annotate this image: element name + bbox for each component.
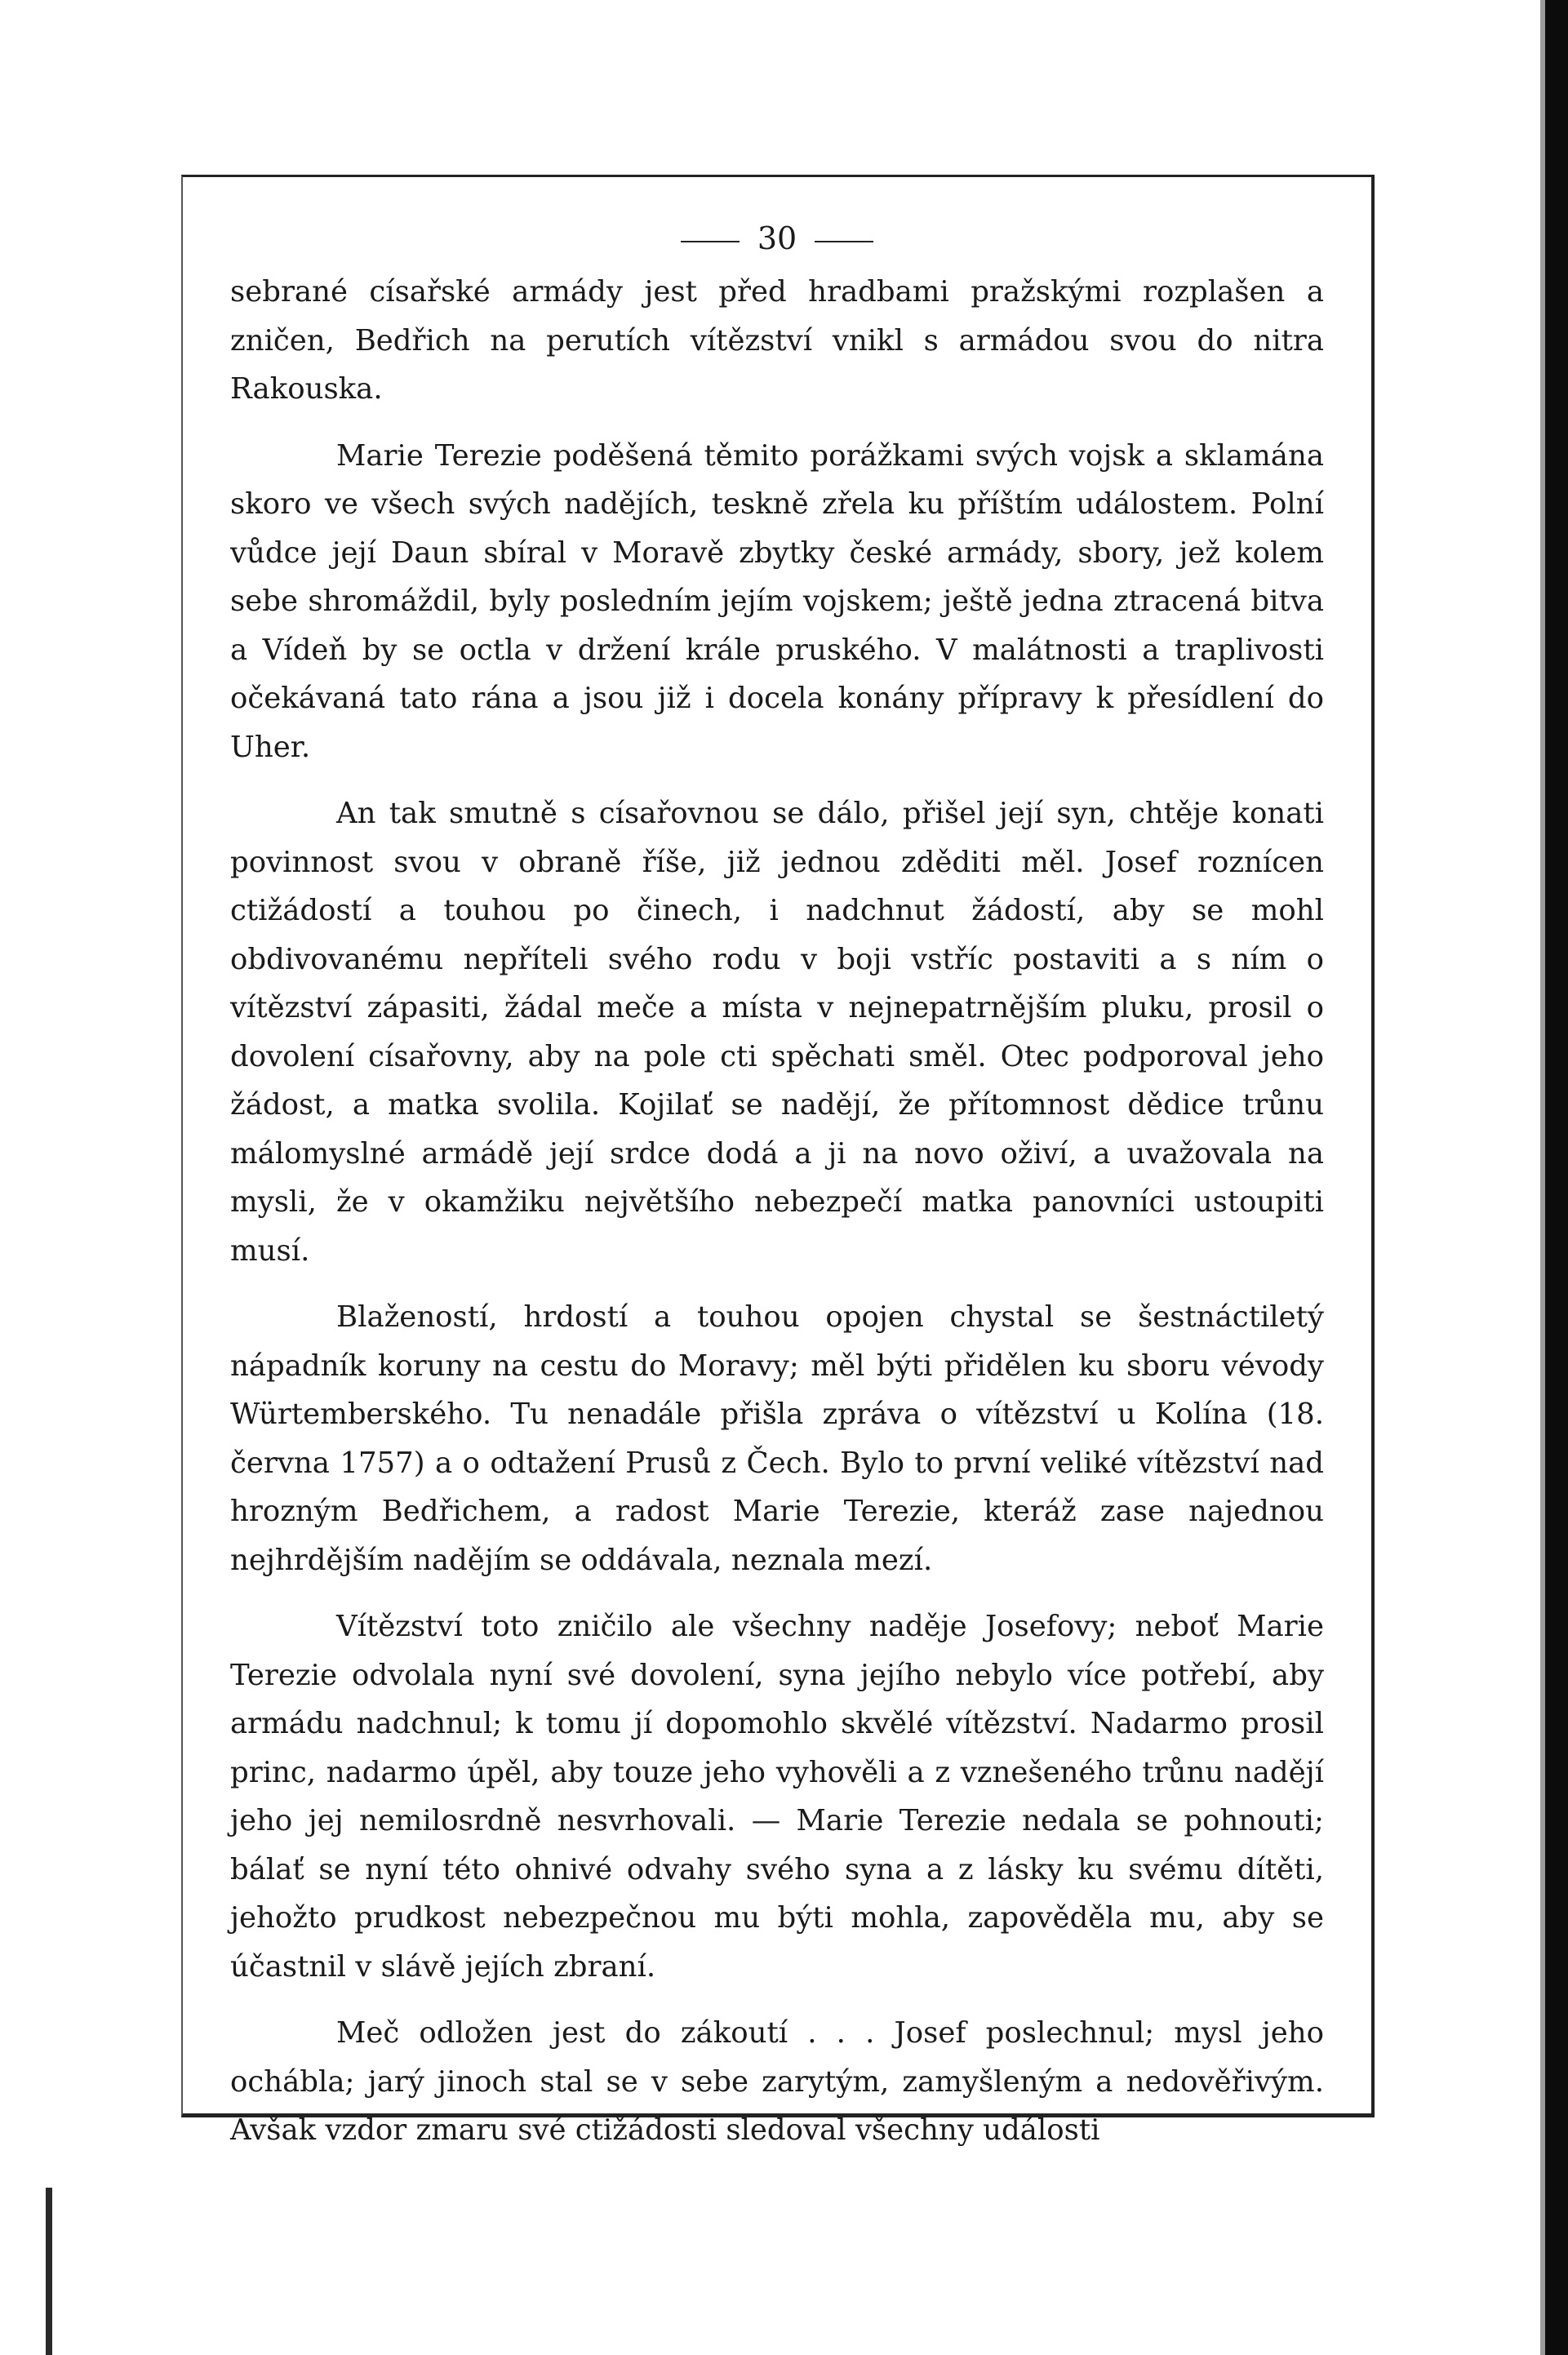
paragraph-1: sebrané císařské armády jest před hradbami pražskými rozplašen a zničen, Bedřich na perutích vítězství vnikl s armádou svou do nitra Rakouska. bbox=[230, 275, 1324, 406]
paragraph-2: Marie Terezie poděšená těmito porážkami svých vojsk a sklamána skoro ve všech svých nadějích, teskně zřela ku příštím událostem. Polní vůdce její Daun sbíral v Moravě zbytky české armády, sbory, jež kolem sebe shromáždil, byly posledním jejím vojskem; ještě jedna ztracená bitva a Vídeň by se octla v držení krále pruského. V malátnosti a traplivosti očekávaná tato rána a jsou již i docela konány přípravy k přesídlení do Uher. bbox=[230, 438, 1324, 764]
page-number-dash-right bbox=[815, 241, 873, 242]
scan-edge bbox=[1545, 0, 1568, 2355]
paragraph-3: An tak smutně s císařovnou se dálo, přišel její syn, chtěje konati povinnost svou v obraně říše, již jednou zděditi měl. Josef roznícen ctižádostí a touhou po činech, i nadchnut žádostí, aby se mohl obdivovanému nepříteli svého rodu v boji vstříc postaviti a s ním o vítězství zápasiti, žádal meče a místa v nejnepatrnějším pluku, prosil o dovolení císařovny, aby na pole cti spěchati směl. Otec podporoval jeho žádost, a matka svolila. Kojilať se nadějí, že přítomnost dědice trůnu málomyslné armádě její srdce dodá a ji na novo oživí, a uvažovala na mysli, že v okamžiku největšího nebezpečí matka panovníci ustoupiti musí. bbox=[230, 797, 1324, 1268]
paragraph-6: Meč odložen jest do zákoutí . . . Josef poslechnul; mysl jeho ochábla; jarý jinoch stal se v sebe zarytým, zamyšleným a nedověřivým. Avšak vzdor zmaru své ctižádosti sledoval všechny události bbox=[230, 2016, 1324, 2147]
page-number-header bbox=[230, 214, 1324, 263]
page-number-dash-left bbox=[681, 241, 740, 242]
paragraph-5: Vítězství toto zničilo ale všechny naděje Josefovy; neboť Marie Terezie odvolala nyní své dovolení, syna jejího nebylo více potřebí, aby armádu nadchnul; k tomu jí dopomohlo skvělé vítězství. Nadarmo prosil princ, nadarmo úpěl, aby touze jeho vyhověli a z vznešeného trůnu nadějí jeho jej nemilosrdně nesvrhovali. — Marie Terezie nedala se pohnouti; bálať se nyní této ohnivé odvahy svého syna a z lásky ku svému dítěti, jehožto prudkost nebezpečnou mu býti mohla, zapověděla mu, aby se účastnil v slávě jejích zbraní. bbox=[230, 1610, 1324, 1984]
page-body bbox=[230, 214, 1324, 2171]
page-number: 30 bbox=[757, 220, 797, 256]
paragraph-4: Blažeností, hrdostí a touhou opojen chystal se šestnáctiletý nápadník koruny na cestu do Moravy; měl býti přidělen ku sboru vévody Würtemberského. Tu nenadále přišla zpráva o vítězství u Kolína (18. června 1757) a o odtažení Prusů z Čech. Bylo to první veliké vítězství nad hrozným Bedřichem, a radost Marie Terezie, kteráž zase najednou nejhrdějším nadějím se oddávala, neznala mezí. bbox=[230, 1300, 1324, 1577]
scan-margin-mark bbox=[46, 2188, 52, 2355]
